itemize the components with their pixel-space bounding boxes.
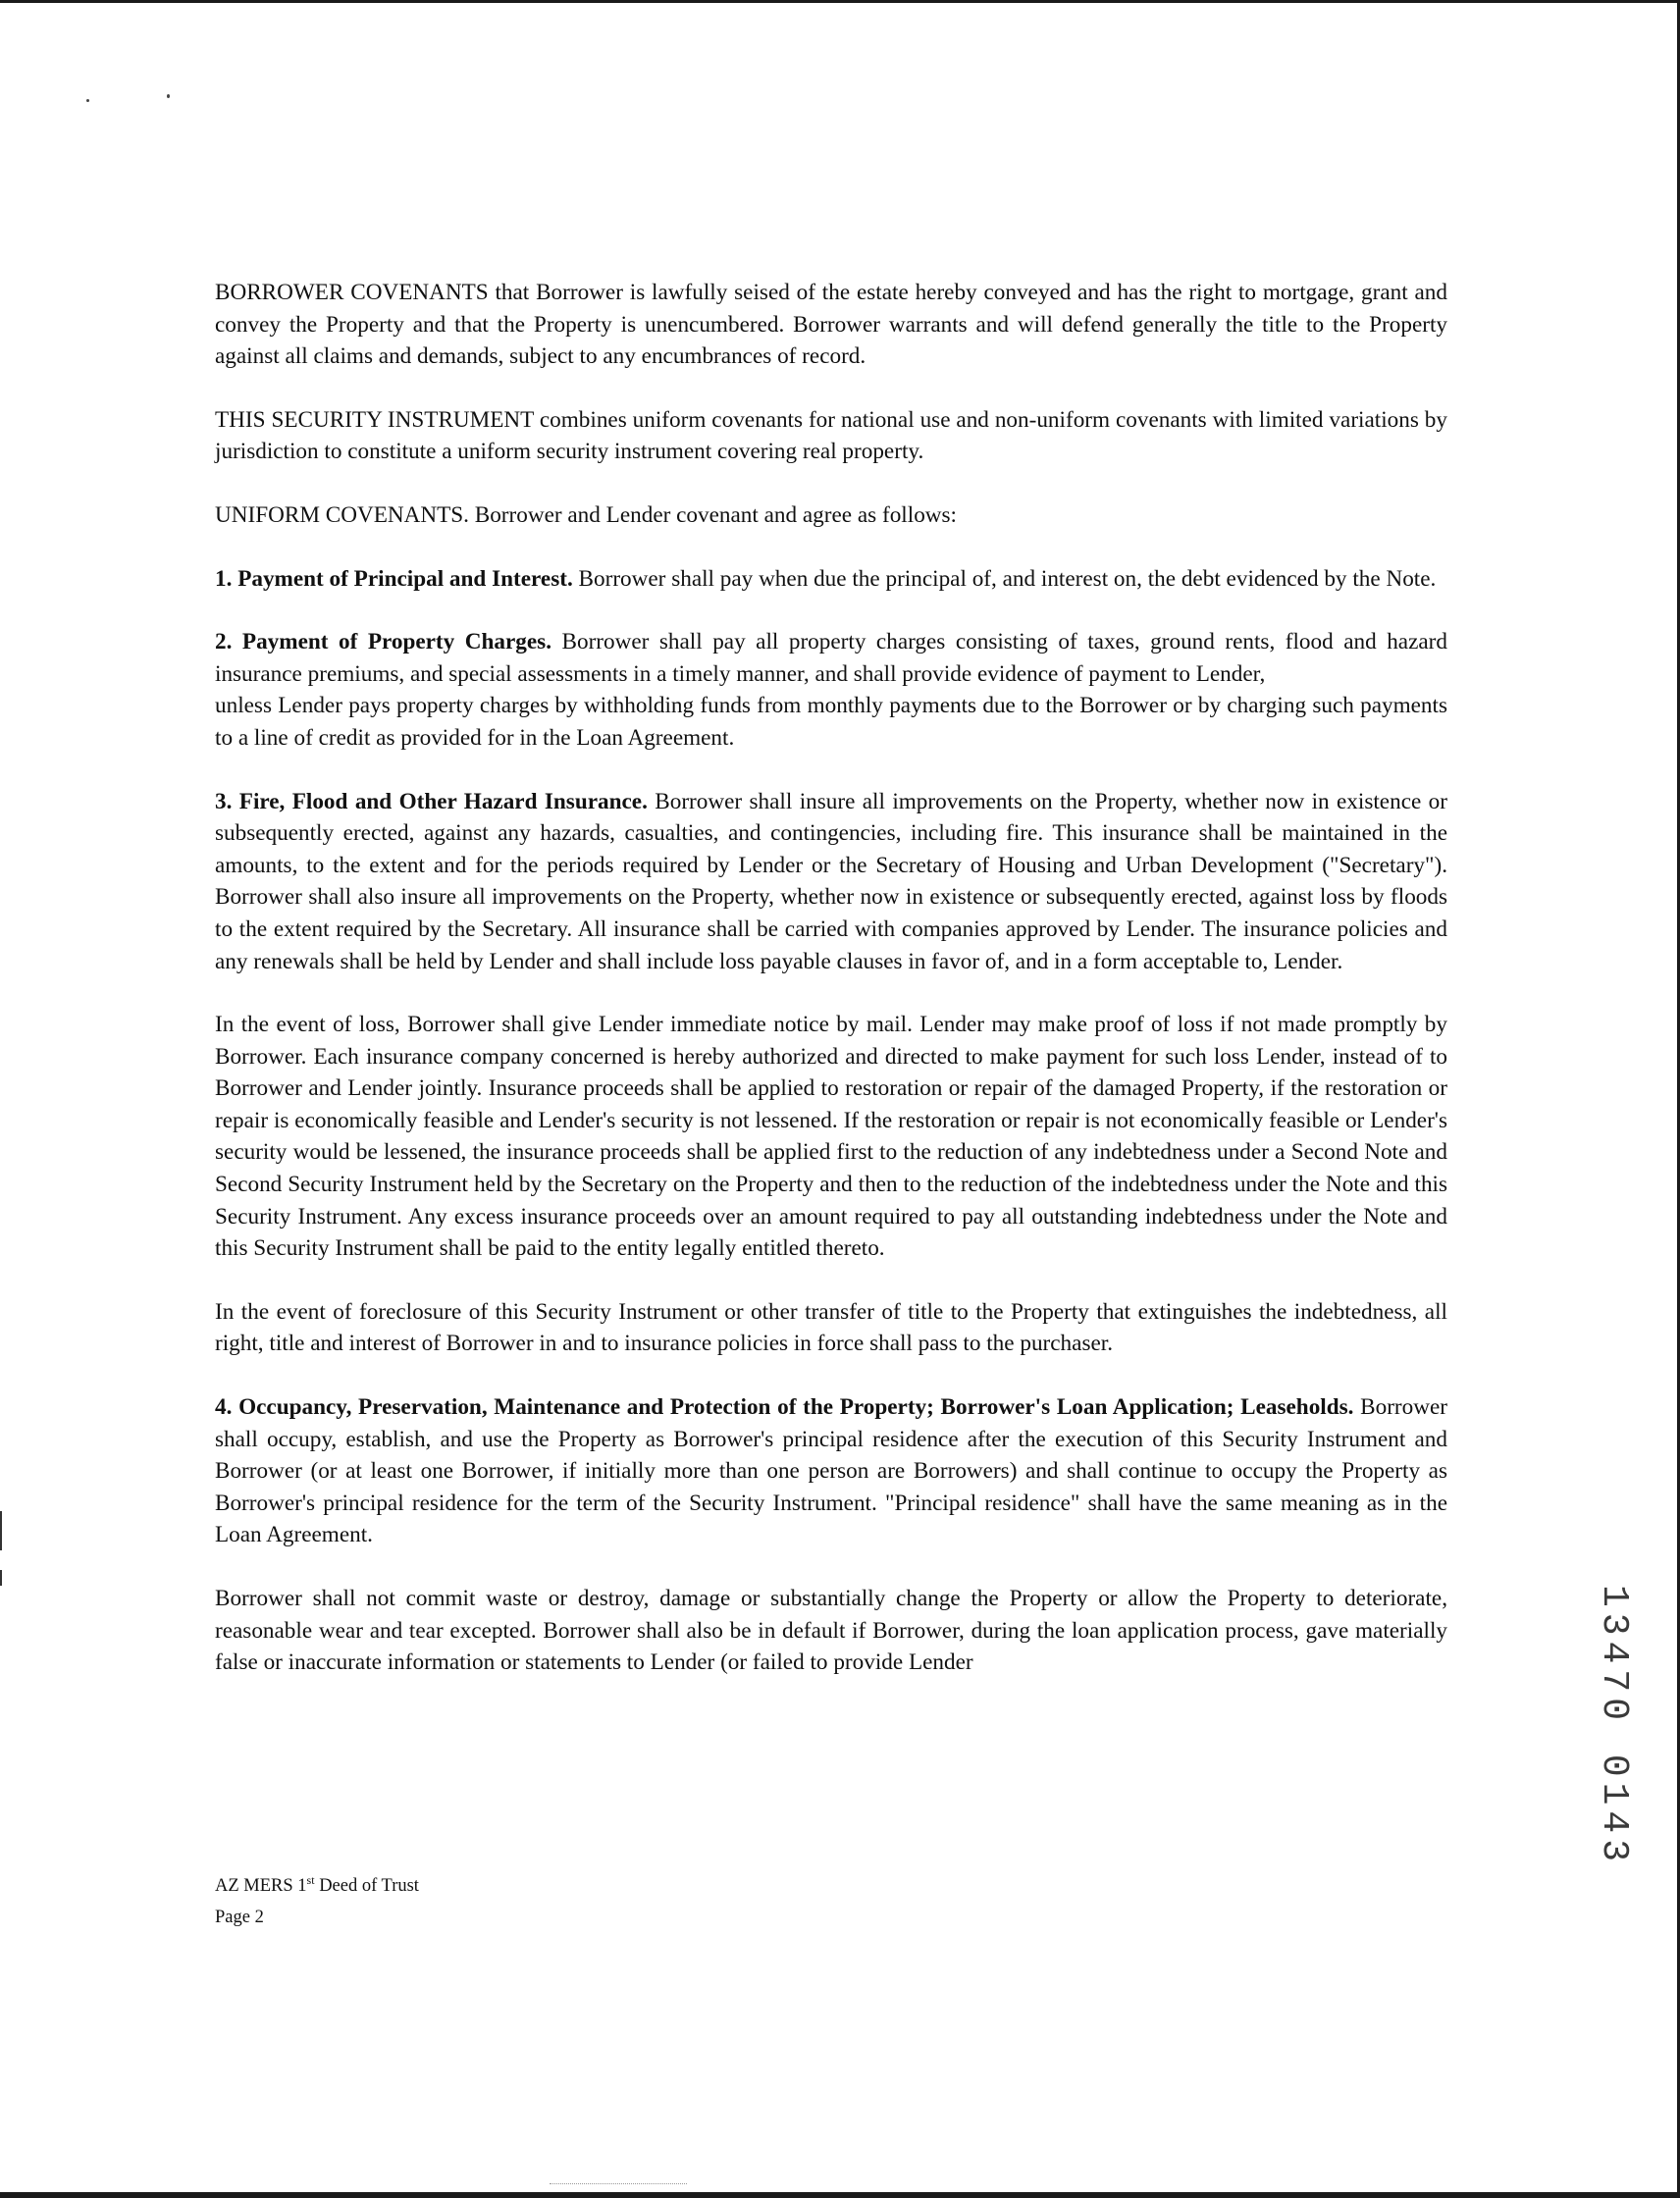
paragraph-text: UNIFORM COVENANTS. Borrower and Lender covenant and agree as follows: (215, 501, 957, 528)
section-heading: 4. Occupancy, Preservation, Maintenance and Protection of the Property; Borrower's Loan Application; Leaseholds. (215, 1394, 1354, 1421)
document-body (215, 277, 1447, 1679)
paragraph-uniform-covenants (215, 499, 1447, 532)
page-number: Page 2 (215, 1908, 264, 1927)
section-heading: 2. Payment of Property Charges. (215, 629, 551, 655)
section-1-payment-of-principal (215, 563, 1447, 596)
paragraph-text: Borrower shall insure all improvements on the Property, whether now in existence or subsequently erected, against any hazards, casualties, and contingencies, including fire. This insurance shall be maintained in the amounts, to the extent and for the periods required by Lender or the Secretary of Housing and Urban Development ("Secretary"). Borrower shall also insure all improvements on the Property, whether now in existence or subsequently erected, against loss by floods to the extent required by the Secretary. All insurance shall be carried with companies approved by Lender. The insurance policies and any renewals shall be held by Lender and shall include loss payable clauses in favor of, and in a form acceptable to, Lender. (215, 788, 1447, 974)
scan-artifact-dots (550, 2183, 687, 2184)
paragraph-text: Borrower shall not commit waste or destroy, damage or substantially change the Property or allow the Property to deteriorate, reasonable wear and tear excepted. Borrower shall also be in default if Borrower, during the loan application process, gave materially false or inaccurate information or statements to Lender (or failed to provide Lender (215, 1586, 1447, 1676)
recording-stamp (1593, 1585, 1656, 1909)
scan-speck (167, 94, 170, 98)
scan-speck (86, 99, 89, 102)
paragraph-text: THIS SECURITY INSTRUMENT combines uniform covenants for national use and non-uniform covenants with limited variations by jurisdiction to constitute a uniform security instrument covering real property. (215, 406, 1447, 465)
form-name-ordinal: st (306, 1872, 315, 1887)
page-footer (215, 1870, 419, 1933)
paragraph-text: Borrower shall pay when due the principal of, and interest on, the debt evidenced by the Note. (572, 565, 1437, 592)
paragraph-text: unless Lender pays property charges by withholding funds from monthly payments due to the Borrower or by charging such payments to a line of credit as provided for in the Loan Agreement. (215, 693, 1447, 751)
scan-edge-left-mark (0, 1511, 2, 1550)
paragraph-text: In the event of loss, Borrower shall give Lender immediate notice by mail. Lender may make proof of loss if not made promptly by Borrower. Each insurance company concerned is hereby authorized and directed to make payment for such loss Lender, instead of to Borrower and Lender jointly. Insurance proceeds shall be applied to restoration or repair of the damaged Property, if the restoration or repair is economically feasible and Lender's security is not lessened. If the restoration or repair is not economically feasible or Lender's security would be lessened, the insurance proceeds shall be applied first to the reduction of any indebtedness under a Second Note and Second Security Instrument held by the Secretary on the Property and then to the reduction of the indebtedness under the Note and this Security Instrument. Any excess insurance proceeds over an amount required to pay all outstanding indebtedness under the Note and this Security Instrument shall be paid to the entity legally entitled thereto. (215, 1012, 1447, 1262)
paragraph-text: BORROWER COVENANTS that Borrower is lawfully seised of the estate hereby conveyed and has the right to mortgage, grant and convey the Property and that the Property is unencumbered. Borrower warrants and will defend generally the title to the Property against all claims and demands, subject to any encumbrances of record. (215, 280, 1447, 370)
scan-edge-left-mark (0, 1570, 2, 1586)
paragraph-waste-default (215, 1583, 1447, 1679)
section-3-hazard-insurance (215, 786, 1447, 978)
form-name-suffix: Deed of Trust (314, 1876, 419, 1896)
form-name (215, 1870, 419, 1902)
paragraph-text: In the event of foreclosure of this Security Instrument or other transfer of title to the Property that extinguishes the indebtedness, all right, title and interest of Borrower in and to insurance policies in force shall pass to the purchaser. (215, 1298, 1447, 1357)
paragraph-text: Borrower shall pay all property charges consisting of taxes, ground rents, flood and hazard insurance premiums, and special assessments in a timely manner, and shall provide evidence of payment to Lender, (215, 629, 1447, 687)
paragraph-borrower-covenants (215, 277, 1447, 373)
section-2-continuation (215, 690, 1447, 754)
form-name-prefix: AZ MERS 1 (215, 1876, 307, 1896)
recording-stamp-text: 13470 0143 (1593, 1585, 1635, 1868)
section-heading: 3. Fire, Flood and Other Hazard Insurance. (215, 788, 648, 814)
scan-edge-bottom (0, 2192, 1680, 2198)
section-4-occupancy (215, 1391, 1447, 1551)
paragraph-event-of-loss (215, 1009, 1447, 1265)
paragraph-text: Borrower shall occupy, establish, and use the Property as Borrower's principal residence after the execution of this Security Instrument and Borrower (or at least one Borrower, if initially more than one person are Borrowers) and shall continue to occupy the Property as Borrower's principal residence for the term of the Security Instrument. "Principal residence" shall have the same meaning as in the Loan Agreement. (215, 1394, 1447, 1548)
paragraph-security-instrument (215, 404, 1447, 468)
paragraph-event-of-foreclosure (215, 1296, 1447, 1360)
scan-edge-top (0, 0, 1680, 3)
section-heading: 1. Payment of Principal and Interest. (215, 565, 573, 592)
section-2-payment-of-property-charges (215, 626, 1447, 690)
